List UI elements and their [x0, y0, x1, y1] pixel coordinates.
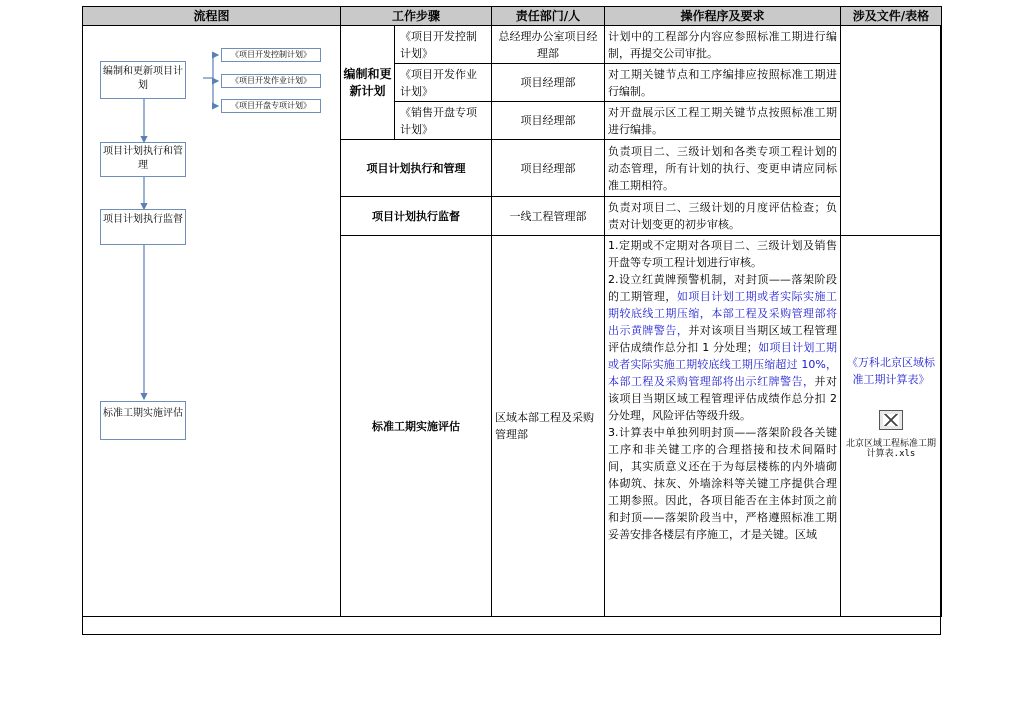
step-execute: 项目计划执行和管理 [341, 140, 492, 197]
excel-file-icon[interactable] [844, 410, 938, 435]
req-sales-plan: 对开盘展示区工程工期关键节点按照标准工期进行编排。 [605, 102, 841, 140]
flow-sub-sales-plan: 《项目开盘专项计划》 [221, 99, 321, 113]
flow-step-monitor: 项目计划执行监督 [100, 209, 186, 245]
dept-execute: 项目经理部 [492, 140, 605, 197]
step-monitor: 项目计划执行监督 [341, 197, 492, 236]
yellow-card-text: 如项目计划工期或者实际实施工期较底线工期压缩，本部工程及采购管理部将出示黄牌警告， [608, 290, 838, 337]
req-evaluate [605, 236, 841, 617]
dept-monitor: 一线工程管理部 [492, 197, 605, 236]
header-steps: 工作步骤 [341, 7, 492, 26]
red-card-text: 如项目计划工期或者实际实施工期较底线工期压缩超过 10%，本部工程及采购管理部将出示红牌警告， [608, 341, 837, 388]
flow-step-execute: 项目计划执行和管理 [100, 142, 186, 177]
req-execute: 负责项目二、三级计划和各类专项工程计划的动态管理，所有计划的执行、变更申请应同标准工期相符。 [605, 140, 841, 197]
standard-duration-link[interactable]: 《万科北京区域标准工期计算表》 [847, 355, 935, 386]
dept-evaluate: 区域本部工程及采购管理部 [492, 236, 605, 617]
dept-work-plan: 项目经理部 [492, 64, 605, 102]
flow-step-evaluate: 标准工期实施评估 [100, 401, 186, 440]
step-control-plan: 《项目开发控制计划》 [395, 26, 492, 64]
req-item-2a: 2.设立红黄牌预警机制，对封顶——落架阶段的工期管理， [608, 273, 837, 303]
table-row [83, 26, 942, 64]
header-row [83, 7, 942, 26]
req-item-2e: 并对该项目当期区域工程管理评估成绩作总分扣 2 分处理，风险评估等级升级。 [608, 375, 838, 422]
files-empty-cell [841, 26, 942, 236]
step-work-plan: 《项目开发作业计划》 [395, 64, 492, 102]
header-requirements: 操作程序及要求 [605, 7, 841, 26]
req-work-plan: 对工期关键节点和工序编排应按照标准工期进行编制。 [605, 64, 841, 102]
req-item-3: 3.计算表中单独列明封顶——落架阶段各关键工序和非关键工序的合理搭接和技术间隔时间，其实质意义还在于为每层楼栋的内外墙砌体砌筑、抹灰、外墙涂料等关键工序提供合理工期参照。因此，各项目能否在主体封顶之前和封顶——落架阶段当中，严格遵照标准工期妥善安排各楼层有序施工，才是关键。区域 [608, 426, 837, 541]
dept-sales-plan: 项目经理部 [492, 102, 605, 140]
req-item-2c: 并对该项目当期区域工程管理评估成绩作总分扣 1 分处理； [608, 324, 838, 354]
flowchart-cell [83, 26, 341, 617]
req-item-2 [608, 271, 837, 424]
group-label: 编制和更新计划 [341, 26, 395, 140]
req-item-1: 1.定期或不定期对各项目二、三级计划及销售开盘等专项工程计划进行审核。 [608, 239, 837, 269]
header-flowchart: 流程图 [83, 7, 341, 26]
procedure-table [82, 6, 942, 617]
dept-control-plan: 总经理办公室项目经理部 [492, 26, 605, 64]
step-sales-plan: 《销售开盘专项计划》 [395, 102, 492, 140]
flow-connectors [83, 26, 341, 617]
flow-sub-control-plan: 《项目开发控制计划》 [221, 48, 321, 62]
header-files: 涉及文件/表格 [841, 7, 942, 26]
excel-file-name[interactable]: 北京区域工程标准工期计算表.xls [845, 438, 936, 459]
step-evaluate: 标准工期实施评估 [341, 236, 492, 617]
req-control-plan: 计划中的工程部分内容应参照标准工期进行编制，再提交公司审批。 [605, 26, 841, 64]
req-monitor: 负责对项目二、三级计划的月度评估检查；负责对计划变更的初步审核。 [605, 197, 841, 236]
files-evaluate [841, 236, 942, 617]
flow-step-plan: 编制和更新项目计划 [100, 61, 186, 99]
flow-sub-work-plan: 《项目开发作业计划》 [221, 74, 321, 88]
header-dept: 责任部门/人 [492, 7, 605, 26]
